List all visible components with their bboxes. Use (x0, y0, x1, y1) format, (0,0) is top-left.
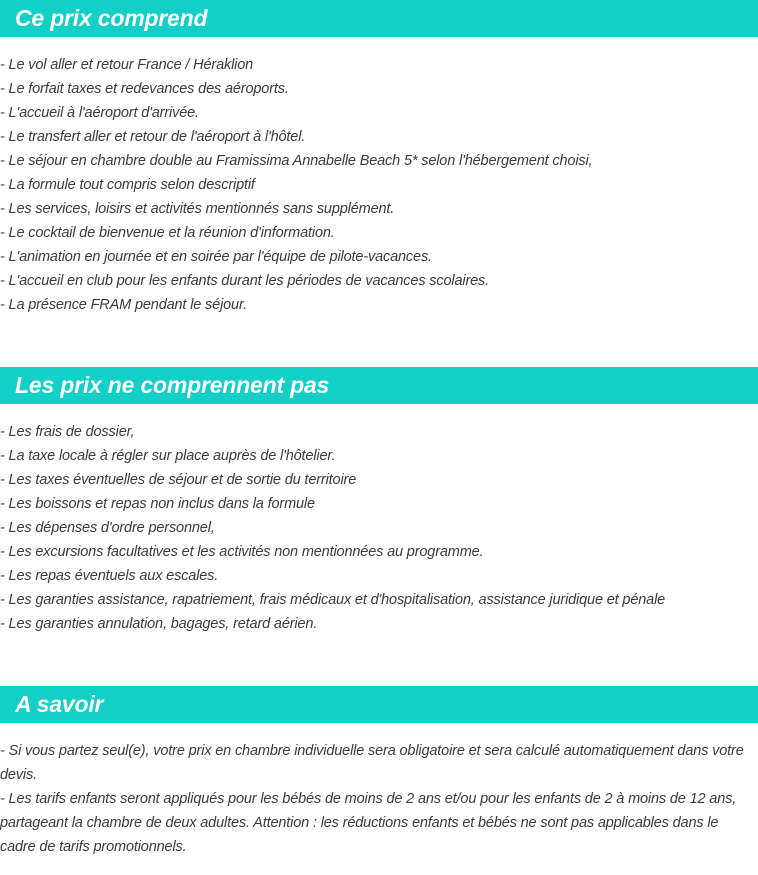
list-item: - Le vol aller et retour France / Héraklion (0, 57, 254, 73)
section-price-excludes (0, 367, 758, 636)
list-item: - Les repas éventuels aux escales. (0, 568, 219, 584)
list-item: - La taxe locale à régler sur place auprès de l'hôtelier. (0, 448, 336, 464)
included-items-list (0, 53, 758, 317)
list-item: - Les garanties annulation, bagages, retard aérien. (0, 616, 318, 632)
list-item: - Si vous partez seul(e), votre prix en chambre individuelle sera obligatoire et sera calculé automatiquement dans votre devis. (0, 743, 744, 783)
section-header (0, 367, 758, 404)
info-items-list (0, 739, 758, 859)
section-title: Les prix ne comprennent pas (15, 372, 330, 398)
list-item: - Les garanties assistance, rapatriement, frais médicaux et d'hospitalisation, assistance juridique et pénale (0, 592, 666, 608)
section-price-includes (0, 0, 758, 317)
section-header (0, 686, 758, 723)
list-item: - Les boissons et repas non inclus dans la formule (0, 496, 315, 512)
list-item: - Les frais de dossier, (0, 424, 135, 440)
list-item: - La formule tout compris selon descriptif (0, 177, 255, 193)
section-header (0, 0, 758, 37)
list-item: - Les taxes éventuelles de séjour et de sortie du territoire (0, 472, 357, 488)
list-item: - Les dépenses d'ordre personnel, (0, 520, 215, 536)
list-item: - L'accueil à l'aéroport d'arrivée. (0, 105, 199, 121)
list-item: - Le transfert aller et retour de l'aéroport à l'hôtel. (0, 129, 306, 145)
list-item: - Le séjour en chambre double au Framissima Annabelle Beach 5* selon l'hébergement choisi, (0, 153, 593, 169)
list-item: - Le cocktail de bienvenue et la réunion d'information. (0, 225, 335, 241)
list-item: - Les tarifs enfants seront appliqués pour les bébés de moins de 2 ans et/ou pour les enfants de 2 à moins de 12 ans, partageant la chambre de deux adultes. Attention : les réductions enfants et bébés ne sont pas applicables dans le cadre de tarifs promotionnels. (0, 791, 737, 855)
list-item: - Le forfait taxes et redevances des aéroports. (0, 81, 289, 97)
list-item: - La présence FRAM pendant le séjour. (0, 297, 247, 313)
list-item: - L'animation en journée et en soirée par l'équipe de pilote-vacances. (0, 249, 432, 265)
list-item: - Les excursions facultatives et les activités non mentionnées au programme. (0, 544, 484, 560)
section-title: A savoir (15, 691, 104, 717)
list-item: - Les services, loisirs et activités mentionnés sans supplément. (0, 201, 395, 217)
section-title: Ce prix comprend (15, 5, 208, 31)
excluded-items-list (0, 420, 758, 636)
section-good-to-know (0, 686, 758, 859)
list-item: - L'accueil en club pour les enfants durant les périodes de vacances scolaires. (0, 273, 490, 289)
